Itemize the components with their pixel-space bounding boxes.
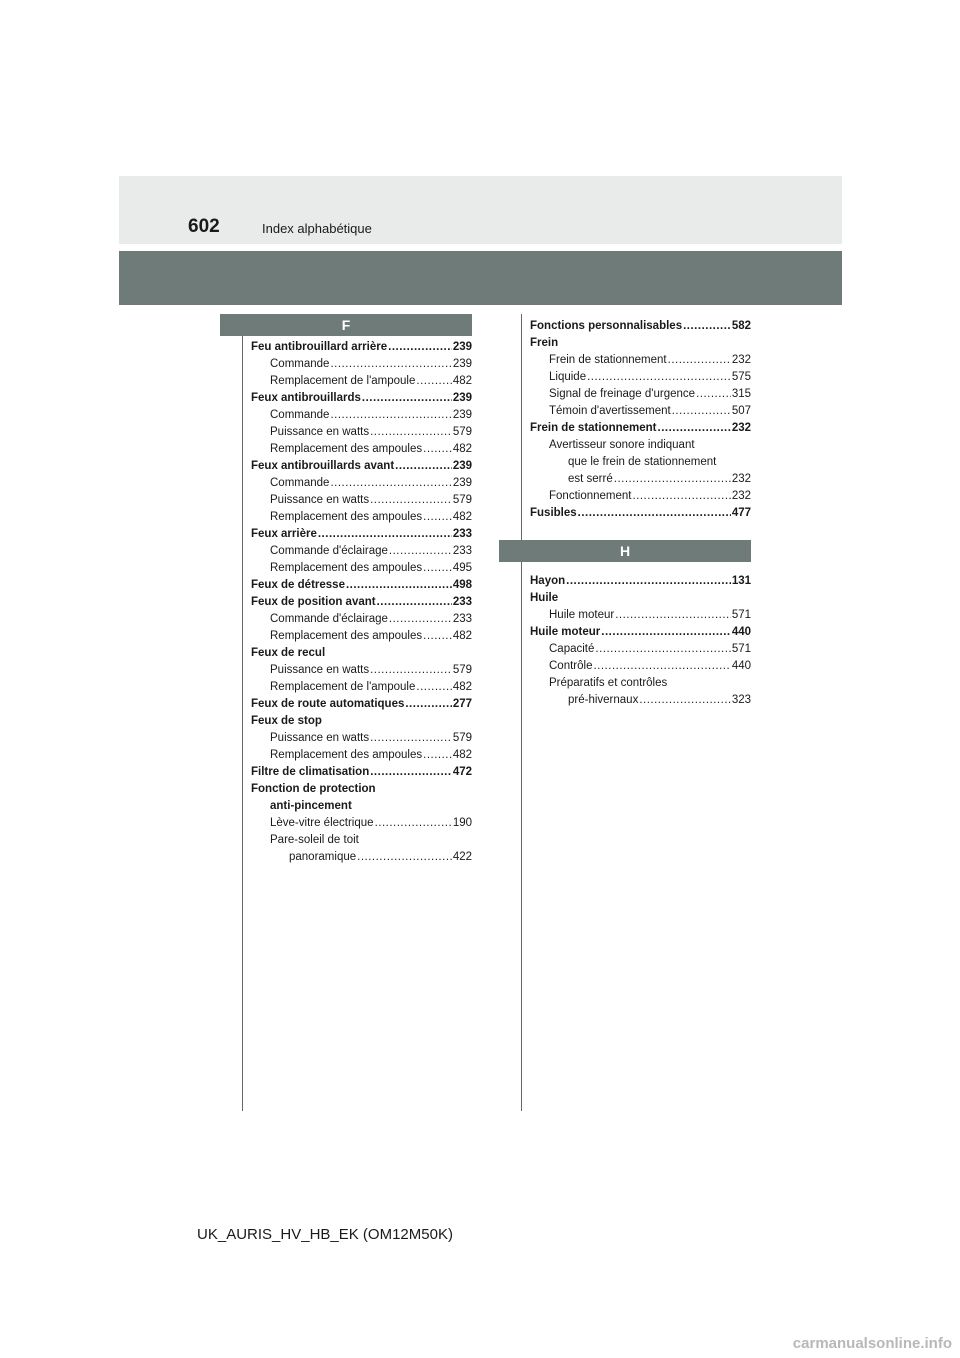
index-entry <box>251 713 472 730</box>
page-number: 602 <box>188 216 220 237</box>
entry-term: Frein <box>530 337 559 349</box>
entry-term: Filtre de climatisation <box>251 766 370 778</box>
entry-page-number: 575 <box>731 371 751 383</box>
index-entry <box>530 369 751 386</box>
index-entry <box>251 475 472 492</box>
entry-term: Préparatifs et contrôles <box>549 677 668 689</box>
entry-term: Huile moteur <box>549 609 615 621</box>
entry-page-number: 239 <box>452 409 472 421</box>
entry-term: Fonction de protection <box>251 783 376 795</box>
header-dark-band <box>119 251 842 305</box>
index-entry <box>530 352 751 369</box>
entry-page-number: 482 <box>452 375 472 387</box>
entry-page-number: 482 <box>452 511 472 523</box>
index-entry <box>530 573 751 590</box>
entry-page-number: 315 <box>731 388 751 400</box>
entry-page-number: 482 <box>452 630 472 642</box>
middle-column-rule <box>521 314 522 1111</box>
dot-leader <box>601 624 731 641</box>
entry-term: Puissance en watts <box>270 664 370 676</box>
entry-term: Remplacement de l'ampoule <box>270 375 416 387</box>
index-entry <box>251 526 472 543</box>
dot-leader <box>388 339 452 356</box>
entry-term: Puissance en watts <box>270 494 370 506</box>
dot-leader <box>346 577 452 594</box>
entry-term: panoramique <box>289 851 357 863</box>
entry-term: Lève-vitre électrique <box>270 817 374 829</box>
dot-leader <box>595 641 730 658</box>
index-entry <box>251 696 472 713</box>
entry-term: Pare-soleil de toit <box>270 834 359 846</box>
dot-leader <box>632 488 730 505</box>
entry-page-number: 579 <box>452 664 472 676</box>
section-title: Index alphabétique <box>262 221 372 236</box>
index-entry <box>530 454 751 471</box>
index-entry <box>251 747 472 764</box>
index-entry <box>530 335 751 352</box>
entry-term: Avertisseur sonore indiquant <box>549 439 695 451</box>
entry-term: Feux antibrouillards avant <box>251 460 395 472</box>
dot-leader <box>330 407 451 424</box>
entry-page-number: 571 <box>731 643 751 655</box>
entry-term: Remplacement des ampoules <box>270 511 423 523</box>
index-entry <box>251 730 472 747</box>
entry-term: Remplacement des ampoules <box>270 443 423 455</box>
index-entry <box>251 577 472 594</box>
entry-page-number: 131 <box>731 575 751 587</box>
index-entry <box>251 764 472 781</box>
index-entry <box>251 373 472 390</box>
index-entry <box>530 437 751 454</box>
entry-term: Feux arrière <box>251 528 317 540</box>
entry-term: Feux de position avant <box>251 596 376 608</box>
entry-term: Fusibles <box>530 507 577 519</box>
entry-page-number: 582 <box>731 320 751 332</box>
entry-page-number: 239 <box>452 460 472 472</box>
entry-page-number: 422 <box>452 851 472 863</box>
watermark: carmanualsonline.info <box>792 1335 952 1352</box>
dot-leader <box>362 390 452 407</box>
index-entry <box>251 781 472 798</box>
entry-page-number: 239 <box>452 358 472 370</box>
dot-leader <box>423 560 452 577</box>
dot-leader <box>375 815 452 832</box>
entry-term: Fonctionnement <box>549 490 632 502</box>
index-entry <box>251 509 472 526</box>
entry-term: Feux de stop <box>251 715 322 727</box>
entry-page-number: 239 <box>452 341 472 353</box>
header-band <box>119 176 842 244</box>
dot-leader <box>357 849 452 866</box>
entry-term: Commande <box>270 477 330 489</box>
entry-page-number: 472 <box>452 766 472 778</box>
entry-term: Remplacement de l'ampoule <box>270 681 416 693</box>
right-entries-top <box>530 318 751 522</box>
index-entry <box>251 628 472 645</box>
dot-leader <box>370 730 452 747</box>
index-entry <box>251 356 472 373</box>
index-entry <box>251 492 472 509</box>
entry-term: Feux de route automatiques <box>251 698 405 710</box>
index-entry <box>530 624 751 641</box>
left-entries <box>251 339 472 866</box>
dot-leader <box>578 505 731 522</box>
dot-leader <box>683 318 731 335</box>
index-entry <box>530 675 751 692</box>
dot-leader <box>658 420 731 437</box>
index-entry <box>530 692 751 709</box>
entry-term: Remplacement des ampoules <box>270 562 423 574</box>
entry-page-number: 233 <box>452 596 472 608</box>
entry-term: Feux de détresse <box>251 579 345 591</box>
entry-page-number: 571 <box>731 609 751 621</box>
entry-term: Puissance en watts <box>270 426 370 438</box>
entry-page-number: 477 <box>731 507 751 519</box>
entry-term: Témoin d'avertissement <box>549 405 671 417</box>
dot-leader <box>318 526 452 543</box>
entry-page-number: 233 <box>452 545 472 557</box>
entry-term: pré-hivernaux <box>568 694 639 706</box>
dot-leader <box>330 475 451 492</box>
entry-term: Huile moteur <box>530 626 601 638</box>
entry-page-number: 495 <box>452 562 472 574</box>
entry-page-number: 579 <box>452 426 472 438</box>
index-entry <box>251 611 472 628</box>
dot-leader <box>370 764 452 781</box>
index-entry <box>530 641 751 658</box>
dot-leader <box>389 543 452 560</box>
entry-term: Frein de stationnement <box>549 354 667 366</box>
index-entry <box>251 594 472 611</box>
entry-page-number: 190 <box>452 817 472 829</box>
dot-leader <box>587 369 731 386</box>
entry-term: Liquide <box>549 371 587 383</box>
entry-term: Remplacement des ampoules <box>270 630 423 642</box>
entry-term: Feux de recul <box>251 647 326 659</box>
dot-leader <box>423 747 452 764</box>
entry-page-number: 232 <box>731 490 751 502</box>
index-entry <box>530 658 751 675</box>
entry-page-number: 239 <box>452 392 472 404</box>
index-entry <box>251 543 472 560</box>
entry-term: Remplacement des ampoules <box>270 749 423 761</box>
entry-term: que le frein de stationnement <box>568 456 717 468</box>
entry-page-number: 579 <box>452 732 472 744</box>
letter-header-h: H <box>499 540 751 562</box>
index-entry <box>251 458 472 475</box>
index-entry <box>530 403 751 420</box>
dot-leader <box>423 441 452 458</box>
dot-leader <box>566 573 731 590</box>
dot-leader <box>615 607 731 624</box>
dot-leader <box>416 373 451 390</box>
entry-page-number: 498 <box>452 579 472 591</box>
entry-term: Commande <box>270 409 330 421</box>
right-index-column <box>530 318 751 709</box>
entry-page-number: 482 <box>452 443 472 455</box>
entry-term: est serré <box>568 473 613 485</box>
entry-term: Frein de stationnement <box>530 422 657 434</box>
entry-page-number: 507 <box>731 405 751 417</box>
dot-leader <box>639 692 730 709</box>
dot-leader <box>672 403 731 420</box>
entry-term: Signal de freinage d'urgence <box>549 388 696 400</box>
entry-page-number: 440 <box>731 626 751 638</box>
entry-term: Fonctions personnalisables <box>530 320 683 332</box>
dot-leader <box>405 696 451 713</box>
entry-page-number: 323 <box>731 694 751 706</box>
entry-page-number: 232 <box>731 354 751 366</box>
index-entry <box>530 590 751 607</box>
right-entries-bottom <box>530 573 751 709</box>
dot-leader <box>395 458 452 475</box>
dot-leader <box>370 662 452 679</box>
entry-term: Feux antibrouillards <box>251 392 361 404</box>
letter-header-f: F <box>220 314 472 336</box>
index-entry <box>251 560 472 577</box>
entry-page-number: 233 <box>452 528 472 540</box>
index-entry <box>251 832 472 849</box>
dot-leader <box>423 628 452 645</box>
index-entry <box>530 318 751 335</box>
index-entry <box>251 339 472 356</box>
dot-leader <box>330 356 451 373</box>
index-entry <box>530 386 751 403</box>
entry-page-number: 440 <box>731 660 751 672</box>
index-entry <box>530 471 751 488</box>
entry-page-number: 482 <box>452 681 472 693</box>
entry-term: Commande d'éclairage <box>270 545 388 557</box>
dot-leader <box>370 424 452 441</box>
dot-leader <box>614 471 731 488</box>
entry-term: Feu antibrouillard arrière <box>251 341 388 353</box>
left-index-column <box>251 314 472 866</box>
index-entry <box>251 645 472 662</box>
entry-term: Contrôle <box>549 660 593 672</box>
dot-leader <box>593 658 730 675</box>
entry-page-number: 232 <box>731 473 751 485</box>
entry-term: Puissance en watts <box>270 732 370 744</box>
index-entry <box>251 849 472 866</box>
entry-term: Commande d'éclairage <box>270 613 388 625</box>
dot-leader <box>377 594 452 611</box>
entry-term: Huile <box>530 592 559 604</box>
entry-page-number: 482 <box>452 749 472 761</box>
dot-leader <box>696 386 731 403</box>
index-entry <box>251 390 472 407</box>
dot-leader <box>370 492 452 509</box>
entry-page-number: 277 <box>452 698 472 710</box>
index-entry <box>251 679 472 696</box>
document-footer: UK_AURIS_HV_HB_EK (OM12M50K) <box>197 1226 453 1243</box>
entry-page-number: 232 <box>731 422 751 434</box>
entry-page-number: 239 <box>452 477 472 489</box>
dot-leader <box>416 679 451 696</box>
left-column-rule <box>242 314 243 1111</box>
index-entry <box>530 420 751 437</box>
entry-term: Capacité <box>549 643 595 655</box>
index-entry <box>251 662 472 679</box>
dot-leader <box>668 352 731 369</box>
entry-term: Hayon <box>530 575 566 587</box>
index-entry <box>530 607 751 624</box>
index-entry <box>251 407 472 424</box>
index-entry <box>251 424 472 441</box>
entry-page-number: 233 <box>452 613 472 625</box>
dot-leader <box>423 509 452 526</box>
entry-page-number: 579 <box>452 494 472 506</box>
index-entry <box>530 505 751 522</box>
entry-term: anti-pincement <box>270 800 352 812</box>
index-entry <box>251 798 472 815</box>
dot-leader <box>389 611 452 628</box>
index-entry <box>251 441 472 458</box>
entry-term: Commande <box>270 358 330 370</box>
index-entry <box>251 815 472 832</box>
index-entry <box>530 488 751 505</box>
